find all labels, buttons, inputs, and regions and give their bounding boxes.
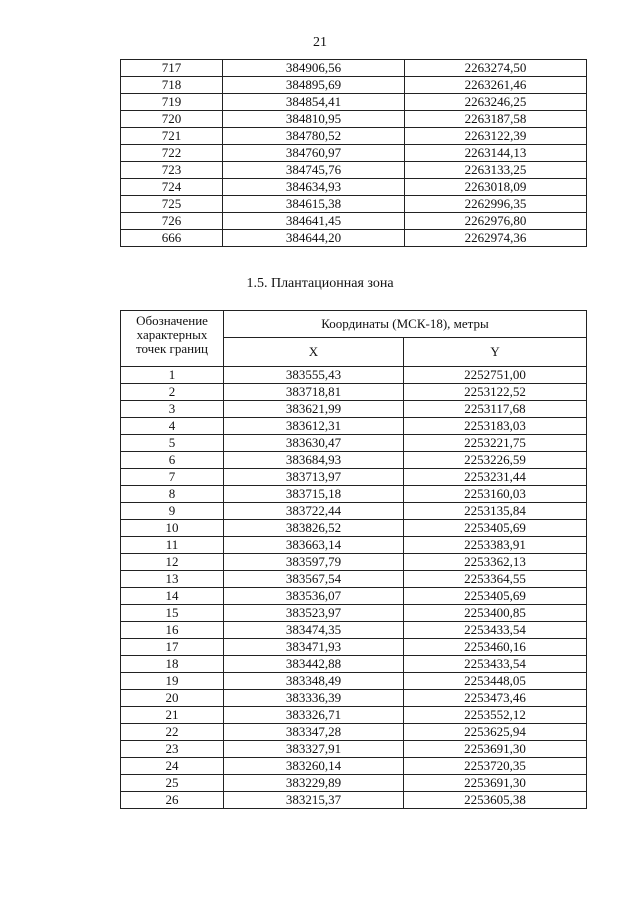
table-row (121, 503, 587, 520)
x-coordinate-cell: 384615,38 (223, 196, 405, 213)
table-row (121, 673, 587, 690)
point-number-cell: 666 (121, 230, 223, 247)
x-coordinate-cell: 384641,45 (223, 213, 405, 230)
table-row (121, 60, 587, 77)
column-header-x: X (224, 338, 404, 367)
point-number-cell: 4 (121, 418, 224, 435)
point-number-cell: 1 (121, 367, 224, 384)
table-row (121, 213, 587, 230)
point-number-cell: 7 (121, 469, 224, 486)
column-header-y: Y (404, 338, 587, 367)
y-coordinate-cell: 2253183,03 (404, 418, 587, 435)
point-number-cell: 11 (121, 537, 224, 554)
x-coordinate-cell: 384854,41 (223, 94, 405, 111)
y-coordinate-cell: 2253433,54 (404, 622, 587, 639)
y-coordinate-cell: 2253691,30 (404, 741, 587, 758)
table-row (121, 145, 587, 162)
x-coordinate-cell: 384895,69 (223, 77, 405, 94)
column-header-designation: Обозначение характерных точек границ (121, 311, 224, 367)
y-coordinate-cell: 2263274,50 (405, 60, 587, 77)
y-coordinate-cell: 2253221,75 (404, 435, 587, 452)
point-number-cell: 15 (121, 605, 224, 622)
y-coordinate-cell: 2253625,94 (404, 724, 587, 741)
point-number-cell: 19 (121, 673, 224, 690)
x-coordinate-cell: 383442,88 (224, 656, 404, 673)
table-row (121, 758, 587, 775)
point-number-cell: 3 (121, 401, 224, 418)
boundary-points-table-continued (120, 59, 587, 247)
page-number: 21 (313, 35, 327, 50)
y-coordinate-cell: 2263144,13 (405, 145, 587, 162)
y-coordinate-cell: 2253405,69 (404, 520, 587, 537)
x-coordinate-cell: 383555,43 (224, 367, 404, 384)
x-coordinate-cell: 383523,97 (224, 605, 404, 622)
table-row (121, 179, 587, 196)
table-row (121, 775, 587, 792)
x-coordinate-cell: 383348,49 (224, 673, 404, 690)
header-row (121, 311, 587, 338)
table-row (121, 520, 587, 537)
table-row (121, 418, 587, 435)
y-coordinate-cell: 2252751,00 (404, 367, 587, 384)
plantation-zone-table (120, 310, 587, 809)
y-coordinate-cell: 2263018,09 (405, 179, 587, 196)
point-number-cell: 5 (121, 435, 224, 452)
y-coordinate-cell: 2263261,46 (405, 77, 587, 94)
point-number-cell: 20 (121, 690, 224, 707)
column-header-coordinates: Координаты (МСК-18), метры (224, 311, 587, 338)
point-number-cell: 21 (121, 707, 224, 724)
point-number-cell: 2 (121, 384, 224, 401)
x-coordinate-cell: 383347,28 (224, 724, 404, 741)
x-coordinate-cell: 383536,07 (224, 588, 404, 605)
y-coordinate-cell: 2253605,38 (404, 792, 587, 809)
point-number-cell: 8 (121, 486, 224, 503)
x-coordinate-cell: 383612,31 (224, 418, 404, 435)
x-coordinate-cell: 383260,14 (224, 758, 404, 775)
y-coordinate-cell: 2263133,25 (405, 162, 587, 179)
point-number-cell: 718 (121, 77, 223, 94)
point-number-cell: 726 (121, 213, 223, 230)
table-row (121, 605, 587, 622)
y-coordinate-cell: 2262996,35 (405, 196, 587, 213)
table-row (121, 741, 587, 758)
x-coordinate-cell: 383326,71 (224, 707, 404, 724)
x-coordinate-cell: 383215,37 (224, 792, 404, 809)
y-coordinate-cell: 2253720,35 (404, 758, 587, 775)
x-coordinate-cell: 383713,97 (224, 469, 404, 486)
x-coordinate-cell: 383471,93 (224, 639, 404, 656)
x-coordinate-cell: 383474,35 (224, 622, 404, 639)
y-coordinate-cell: 2253231,44 (404, 469, 587, 486)
table-row (121, 401, 587, 418)
y-coordinate-cell: 2253362,13 (404, 554, 587, 571)
x-coordinate-cell: 383718,81 (224, 384, 404, 401)
x-coordinate-cell: 384745,76 (223, 162, 405, 179)
y-coordinate-cell: 2263122,39 (405, 128, 587, 145)
table-row (121, 77, 587, 94)
point-number-cell: 9 (121, 503, 224, 520)
point-number-cell: 724 (121, 179, 223, 196)
table-row (121, 554, 587, 571)
table-row (121, 367, 587, 384)
table-row (121, 469, 587, 486)
y-coordinate-cell: 2263187,58 (405, 111, 587, 128)
point-number-cell: 721 (121, 128, 223, 145)
point-number-cell: 25 (121, 775, 224, 792)
point-number-cell: 22 (121, 724, 224, 741)
x-coordinate-cell: 383327,91 (224, 741, 404, 758)
y-coordinate-cell: 2253364,55 (404, 571, 587, 588)
table-row (121, 486, 587, 503)
table-row (121, 230, 587, 247)
x-coordinate-cell: 383722,44 (224, 503, 404, 520)
y-coordinate-cell: 2253460,16 (404, 639, 587, 656)
table-row (121, 690, 587, 707)
x-coordinate-cell: 384760,97 (223, 145, 405, 162)
point-number-cell: 717 (121, 60, 223, 77)
x-coordinate-cell: 383630,47 (224, 435, 404, 452)
table-row (121, 128, 587, 145)
x-coordinate-cell: 383597,79 (224, 554, 404, 571)
point-number-cell: 23 (121, 741, 224, 758)
y-coordinate-cell: 2262976,80 (405, 213, 587, 230)
table-row (121, 162, 587, 179)
y-coordinate-cell: 2253160,03 (404, 486, 587, 503)
table-header (121, 311, 587, 367)
point-number-cell: 10 (121, 520, 224, 537)
y-coordinate-cell: 2253448,05 (404, 673, 587, 690)
y-coordinate-cell: 2253135,84 (404, 503, 587, 520)
y-coordinate-cell: 2253226,59 (404, 452, 587, 469)
x-coordinate-cell: 383663,14 (224, 537, 404, 554)
x-coordinate-cell: 383715,18 (224, 486, 404, 503)
table-row (121, 571, 587, 588)
table-row (121, 656, 587, 673)
point-number-cell: 17 (121, 639, 224, 656)
x-coordinate-cell: 384906,56 (223, 60, 405, 77)
section-title: 1.5. Плантационная зона (246, 276, 394, 291)
x-coordinate-cell: 383826,52 (224, 520, 404, 537)
point-number-cell: 6 (121, 452, 224, 469)
table-body (121, 367, 587, 809)
point-number-cell: 13 (121, 571, 224, 588)
table-row (121, 639, 587, 656)
point-number-cell: 18 (121, 656, 224, 673)
point-number-cell: 26 (121, 792, 224, 809)
x-coordinate-cell: 384634,93 (223, 179, 405, 196)
y-coordinate-cell: 2253117,68 (404, 401, 587, 418)
table-row (121, 724, 587, 741)
table-row (121, 196, 587, 213)
table-row (121, 707, 587, 724)
y-coordinate-cell: 2253433,54 (404, 656, 587, 673)
point-number-cell: 24 (121, 758, 224, 775)
x-coordinate-cell: 383229,89 (224, 775, 404, 792)
x-coordinate-cell: 383621,99 (224, 401, 404, 418)
table-row (121, 111, 587, 128)
table-row (121, 537, 587, 554)
table-row (121, 384, 587, 401)
y-coordinate-cell: 2263246,25 (405, 94, 587, 111)
y-coordinate-cell: 2253383,91 (404, 537, 587, 554)
y-coordinate-cell: 2253405,69 (404, 588, 587, 605)
x-coordinate-cell: 384810,95 (223, 111, 405, 128)
x-coordinate-cell: 384780,52 (223, 128, 405, 145)
point-number-cell: 723 (121, 162, 223, 179)
point-number-cell: 14 (121, 588, 224, 605)
table-row (121, 452, 587, 469)
point-number-cell: 725 (121, 196, 223, 213)
table-row (121, 792, 587, 809)
point-number-cell: 722 (121, 145, 223, 162)
y-coordinate-cell: 2253122,52 (404, 384, 587, 401)
table-row (121, 588, 587, 605)
x-coordinate-cell: 383684,93 (224, 452, 404, 469)
y-coordinate-cell: 2253473,46 (404, 690, 587, 707)
point-number-cell: 719 (121, 94, 223, 111)
x-coordinate-cell: 383336,39 (224, 690, 404, 707)
point-number-cell: 16 (121, 622, 224, 639)
point-number-cell: 12 (121, 554, 224, 571)
table-body (121, 60, 587, 247)
y-coordinate-cell: 2253400,85 (404, 605, 587, 622)
point-number-cell: 720 (121, 111, 223, 128)
y-coordinate-cell: 2262974,36 (405, 230, 587, 247)
x-coordinate-cell: 383567,54 (224, 571, 404, 588)
y-coordinate-cell: 2253552,12 (404, 707, 587, 724)
table-row (121, 94, 587, 111)
table-row (121, 435, 587, 452)
y-coordinate-cell: 2253691,30 (404, 775, 587, 792)
table-row (121, 622, 587, 639)
x-coordinate-cell: 384644,20 (223, 230, 405, 247)
